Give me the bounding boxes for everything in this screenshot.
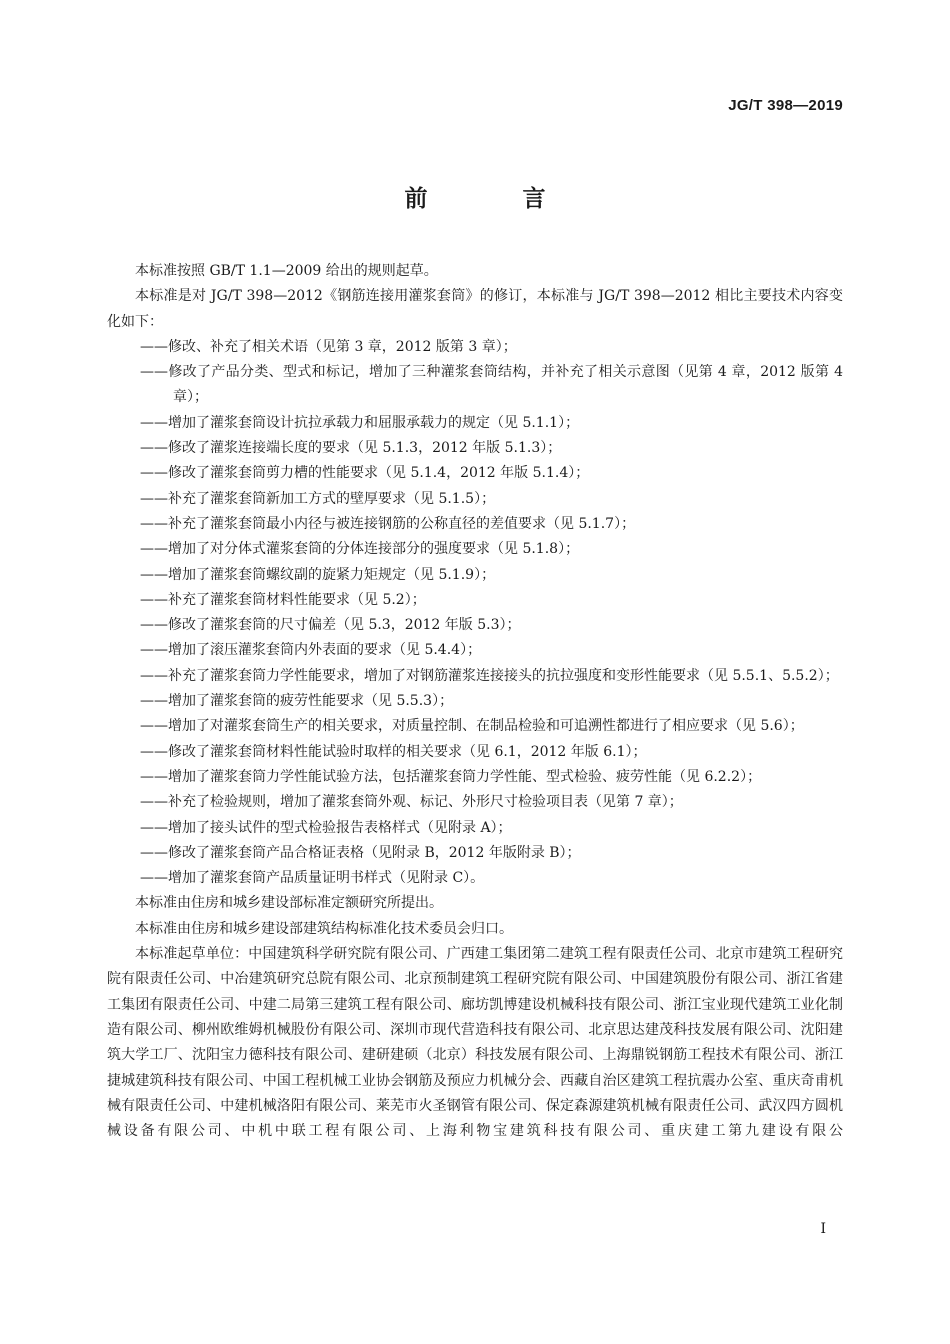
- standard-code: JG/T 398—2019: [728, 97, 843, 114]
- change-item: ——修改了灌浆套筒产品合格证表格（见附录 B，2012 年版附录 B）；: [140, 844, 581, 861]
- paragraph-drafting-rules: 本标准按照 GB/T 1.1—2009 给出的规则起草。: [135, 263, 438, 279]
- page-title: 前 言: [404, 186, 582, 212]
- change-item: ——增加了灌浆套筒产品质量证明书样式（见附录 C）。: [140, 870, 485, 887]
- change-item: ——增加了灌浆套筒的疲劳性能要求（见 5.5.3）；: [140, 693, 454, 710]
- paragraph-under-jurisdiction: 本标准由住房和城乡建设部建筑结构标准化技术委员会归口。: [135, 920, 513, 937]
- change-item: ——修改了产品分类、型式和标记，增加了三种灌浆套筒结构，并补充了相关示意图（见第 4 章，2012 版第 4 章）；: [140, 364, 843, 406]
- document-body: [107, 259, 843, 1144]
- change-item: ——增加了对灌浆套筒生产的相关要求，对质量控制、在制品检验和可追溯性都进行了相应要求（见 5.6）；: [140, 718, 804, 735]
- change-item: ——补充了检验规则，增加了灌浆套筒外观、标记、外形尺寸检验项目表（见第 7 章）；: [140, 794, 683, 811]
- change-item: ——增加了灌浆套筒力学性能试验方法，包括灌浆套筒力学性能、型式检验、疲劳性能（见 6.2.2）；: [140, 768, 762, 785]
- change-item: ——修改了灌浆套筒材料性能试验时取样的相关要求（见 6.1，2012 年版 6.1）；: [140, 743, 647, 760]
- change-item: ——增加了滚压灌浆套筒内外表面的要求（见 5.4.4）；: [140, 642, 482, 659]
- change-item: ——修改了灌浆连接端长度的要求（见 5.1.3，2012 年版 5.1.3）；: [140, 440, 562, 457]
- change-item: ——增加了灌浆套筒螺纹副的旋紧力矩规定（见 5.1.9）；: [140, 566, 496, 583]
- paragraph-revision-intro: 本标准是对 JG/T 398—2012《钢筋连接用灌浆套筒》的修订，本标准与 JG/T 398—2012 相比主要技术内容变化如下：: [107, 288, 843, 330]
- paragraph-proposed-by: 本标准由住房和城乡建设部标准定额研究所提出。: [135, 895, 443, 912]
- change-item: ——补充了灌浆套筒力学性能要求，增加了对钢筋灌浆连接接头的抗拉强度和变形性能要求（见 5.5.1、5.5.2）；: [140, 667, 839, 684]
- change-item: ——增加了对分体式灌浆套筒的分体连接部分的强度要求（见 5.1.8）；: [140, 541, 580, 558]
- change-item: ——增加了接头试件的型式检验报告表格样式（见附录 A）；: [140, 819, 512, 836]
- page-number: I: [820, 1221, 826, 1237]
- change-item: ——增加了灌浆套筒设计抗拉承载力和屈服承载力的规定（见 5.1.1）；: [140, 414, 580, 431]
- change-item: ——补充了灌浆套筒最小内径与被连接钢筋的公称直径的差值要求（见 5.1.7）；: [140, 515, 636, 532]
- change-item: ——补充了灌浆套筒新加工方式的壁厚要求（见 5.1.5）；: [140, 490, 496, 507]
- change-item: ——修改、补充了相关术语（见第 3 章，2012 版第 3 章）；: [140, 338, 517, 355]
- change-item: ——修改了灌浆套筒剪力槽的性能要求（见 5.1.4，2012 年版 5.1.4）；: [140, 465, 590, 482]
- change-item: ——修改了灌浆套筒的尺寸偏差（见 5.3，2012 年版 5.3）；: [140, 617, 521, 634]
- change-item: ——补充了灌浆套筒材料性能要求（见 5.2）；: [140, 591, 426, 608]
- paragraph-drafting-units: 本标准起草单位：中国建筑科学研究院有限公司、广西建工集团第二建筑工程有限责任公司、北京市建筑工程研究院有限责任公司、中冶建筑研究总院有限公司、北京预制建筑工程研究院有限公司、中国建筑股份有限公司、浙江省建工集团有限责任公司、中建二局第三建筑工程有限公司、廊坊凯博建设机械科技有限公司、浙江宝业现代建筑工业化制造有限公司、柳州欧维姆机械股份有限公司、深圳市现代营造科技有限公司、北京思达建茂科技发展有限公司、沈阳建筑大学工厂、沈阳宝力德科技有限公司、建研建硕（北京）科技发展有限公司、上海鼎锐钢筋工程技术有限公司、浙江捷城建筑科技有限公司、中国工程机械工业协会钢筋及预应力机械分会、西藏自治区建筑工程抗震办公室、重庆奇甫机械有限责任公司、中建机械洛阳有限公司、莱芜市火圣钢管有限公司、保定森源建筑机械有限责任公司、武汉四方圆机械设备有限公司、中机中联工程有限公司、上海利物宝建筑科技有限公司、重庆建工第九建设有限公: [107, 946, 843, 1140]
